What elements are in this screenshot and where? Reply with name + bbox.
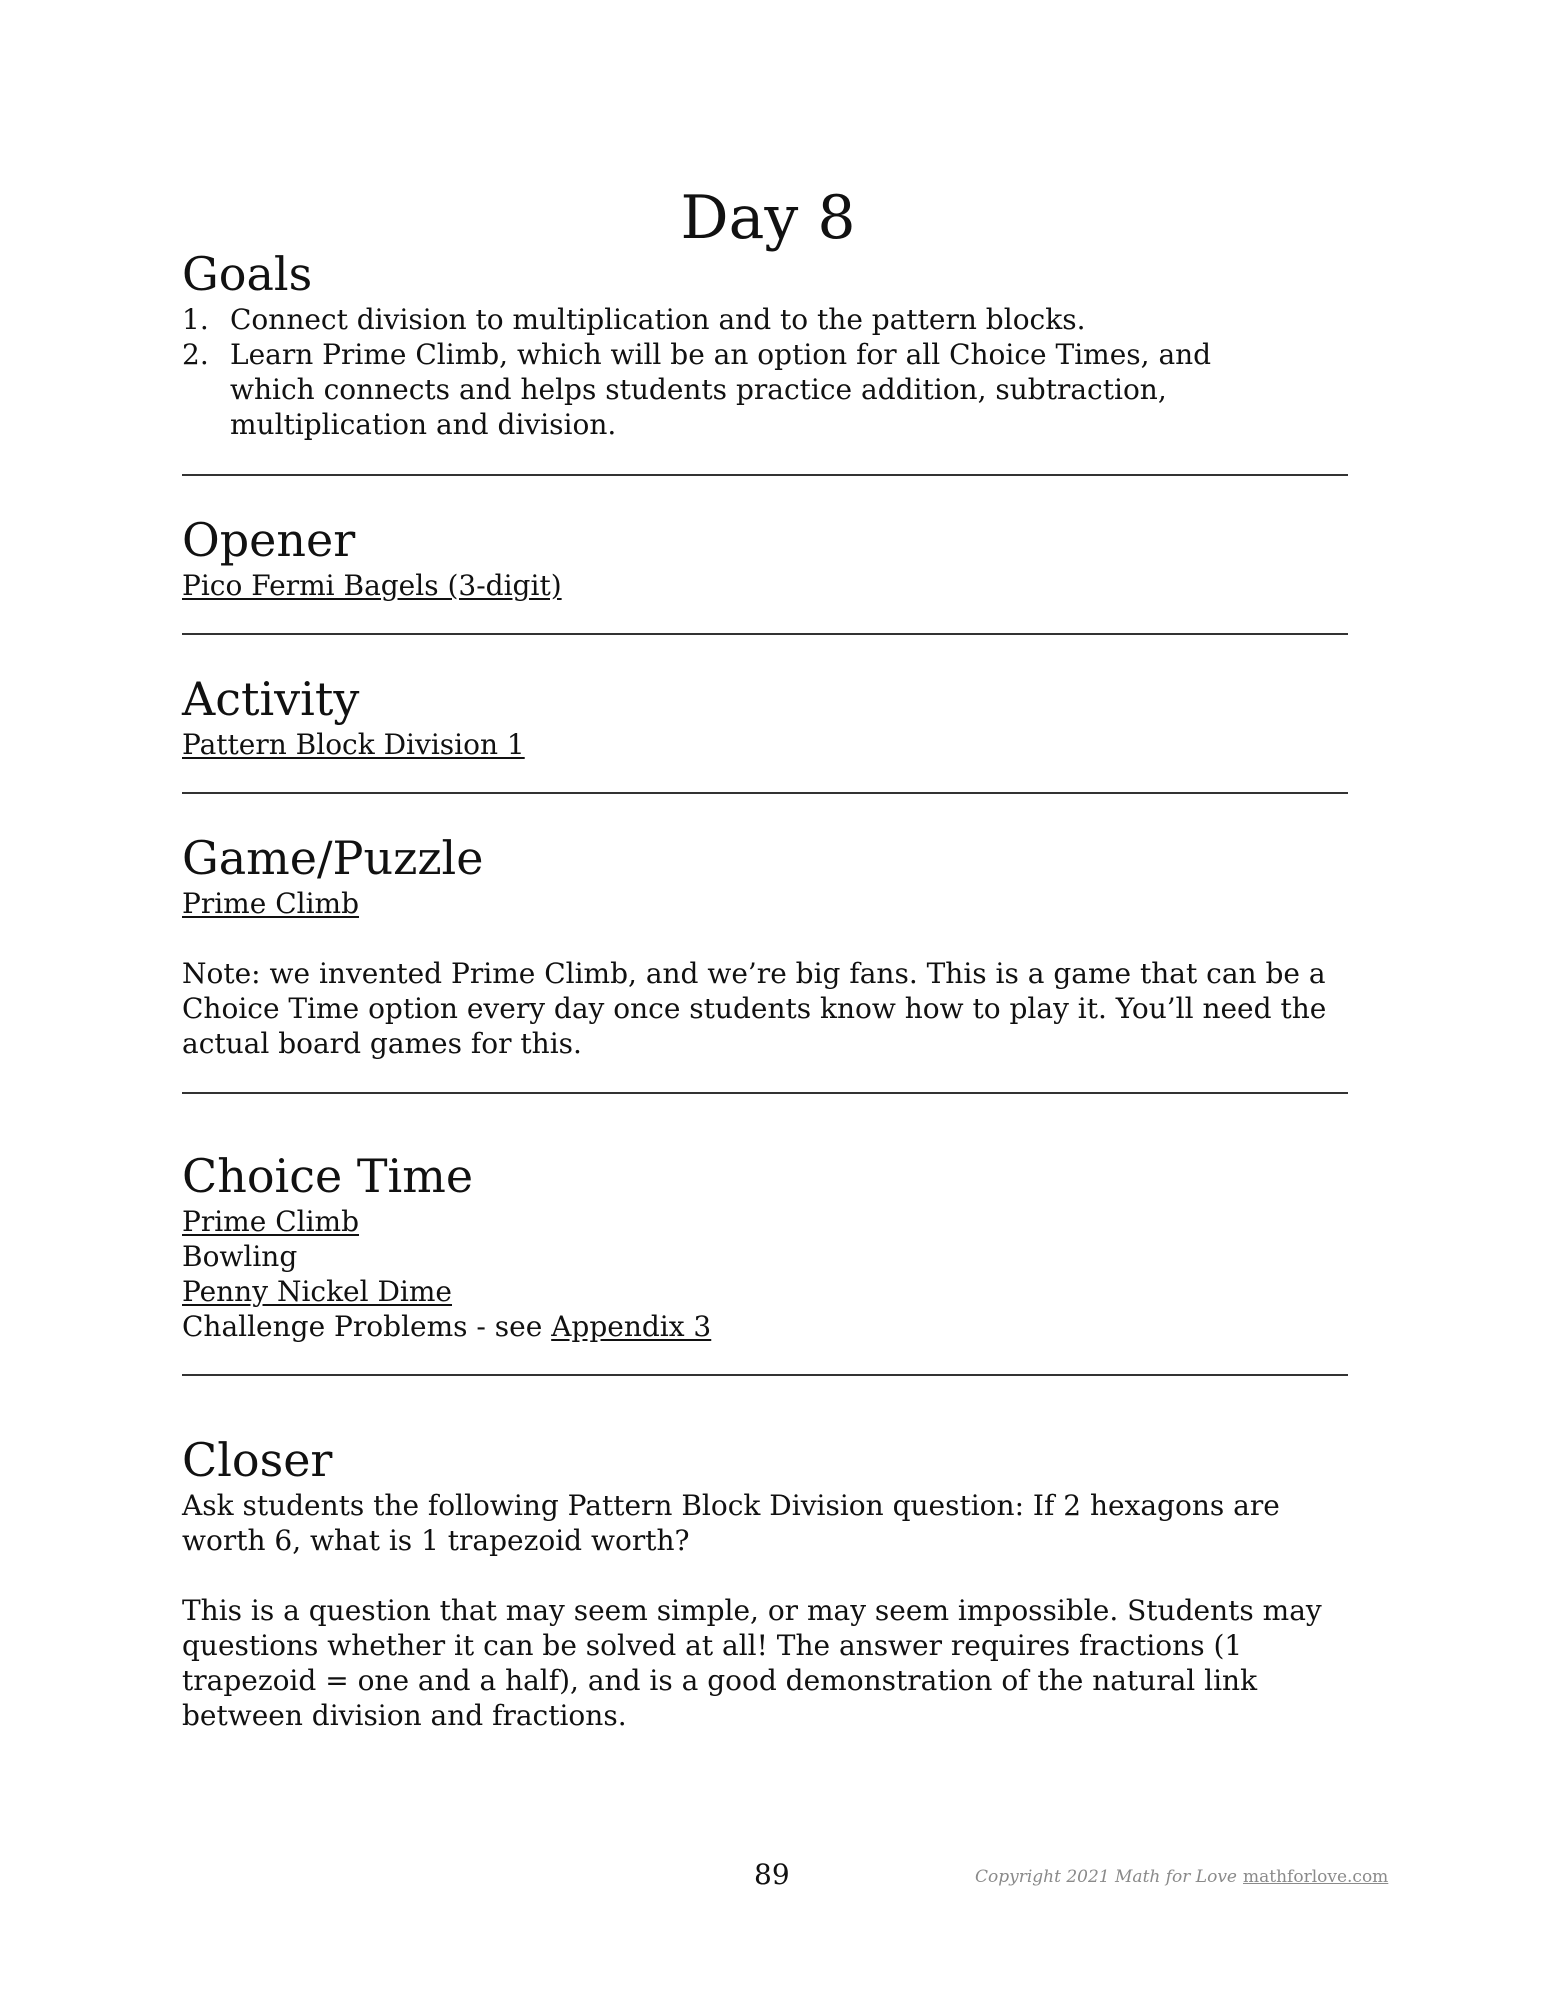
- activity-section: [182, 671, 1354, 762]
- divider: [182, 1092, 1348, 1094]
- choice-section: [182, 1148, 1354, 1344]
- closer-explanation: This is a question that may seem simple, or may seem impossible. Students may questions whether it can be solved at all! The answer requires fractions (1 trapezoid = one and a half), and is a good demonstration of the natural link between division and fractions.: [182, 1594, 1322, 1732]
- game-note: Note: we invented Prime Climb, and we’re big fans. This is a game that can be a Choice Time option every day once students know how to play it. You’ll need the actual board games for this.: [182, 957, 1327, 1060]
- choice-heading: Choice Time: [182, 1149, 474, 1203]
- goals-section: [182, 246, 1354, 442]
- copyright-text: Copyright 2021 Math for Love: [975, 1867, 1237, 1887]
- closer-question: Ask students the following Pattern Block Division question: If 2 hexagons are worth 6, what is 1 trapezoid worth?: [182, 1489, 1280, 1557]
- goals-list: [182, 302, 1354, 442]
- game-link[interactable]: Prime Climb: [182, 887, 360, 920]
- goal-number: 2.: [182, 338, 209, 371]
- activity-link[interactable]: Pattern Block Division 1: [182, 728, 525, 761]
- choice-challenge: [182, 1309, 1354, 1344]
- game-section: [182, 830, 1354, 1061]
- choice-penny-link[interactable]: Penny Nickel Dime: [182, 1275, 452, 1308]
- divider: [182, 633, 1348, 635]
- copyright: [975, 1866, 1388, 1888]
- goals-heading: Goals: [182, 247, 313, 301]
- page-title: Day 8: [680, 183, 856, 253]
- appendix-link[interactable]: Appendix 3: [551, 1310, 712, 1343]
- choice-bowling: Bowling: [182, 1240, 298, 1273]
- divider: [182, 474, 1348, 476]
- divider: [182, 792, 1348, 794]
- opener-link[interactable]: Pico Fermi Bagels (3-digit): [182, 569, 562, 602]
- closer-heading: Closer: [182, 1433, 333, 1487]
- goal-text: Connect division to multiplication and to the pattern blocks.: [230, 303, 1086, 336]
- goal-number: 1.: [182, 303, 209, 336]
- opener-heading: Opener: [182, 513, 356, 567]
- opener-section: [182, 512, 1354, 603]
- page-number: 89: [754, 1858, 790, 1891]
- goal-text: Learn Prime Climb, which will be an option for all Choice Times, and which connects and helps students practice addition, subtraction, multiplication and division.: [230, 338, 1212, 441]
- closer-section: [182, 1432, 1354, 1733]
- challenge-text: Challenge Problems - see: [182, 1310, 552, 1343]
- goal-item: [182, 337, 1354, 442]
- choice-prime-climb-link[interactable]: Prime Climb: [182, 1205, 360, 1238]
- activity-heading: Activity: [182, 672, 360, 726]
- site-link[interactable]: mathforlove.com: [1243, 1867, 1389, 1887]
- goal-item: [182, 302, 1354, 337]
- divider: [182, 1374, 1348, 1376]
- game-heading: Game/Puzzle: [182, 831, 484, 885]
